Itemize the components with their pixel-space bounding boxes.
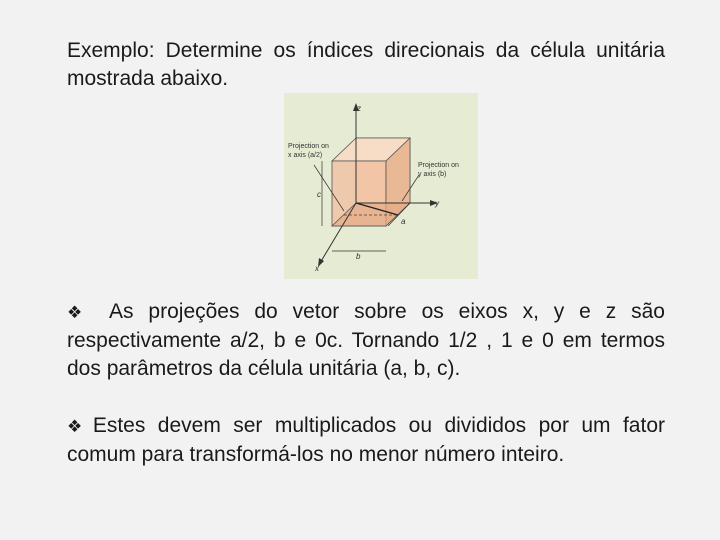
bullet-projections-text: As projeções do vetor sobre os eixos x, y e z são respectivamente a/2, b e 0c. Tornando 1/2 , 1 e 0 em termos dos parâmetros da célula unitária (a, b, c). <box>67 300 665 380</box>
bullet-multiply <box>67 412 665 469</box>
label-proj-y-2: y axis (b) <box>418 171 447 178</box>
unit-cell-figure <box>284 93 478 279</box>
bullet-projections <box>67 298 665 383</box>
diamond-bullet-icon: ❖ <box>67 417 89 436</box>
label-proj-x-1: Projection on <box>288 143 329 150</box>
label-axis-x: x <box>315 264 319 273</box>
label-axis-z: z <box>357 104 361 113</box>
label-dim-c: c <box>317 190 321 199</box>
label-proj-y-1: Projection on <box>418 162 459 169</box>
diamond-bullet-icon: ❖ <box>67 303 92 322</box>
label-axis-y: y <box>435 199 439 208</box>
label-dim-b: b <box>356 252 361 261</box>
label-proj-x-2: x axis (a/2) <box>288 152 323 159</box>
bullet-multiply-text: Estes devem ser multiplicados ou divididos por um fator comum para transformá-los no menor número inteiro. <box>67 414 665 466</box>
label-dim-a: a <box>401 217 406 226</box>
unit-cell-diagram <box>284 93 478 279</box>
slide-title: Exemplo: Determine os índices direcionais da célula unitária mostrada abaixo. <box>67 39 665 90</box>
